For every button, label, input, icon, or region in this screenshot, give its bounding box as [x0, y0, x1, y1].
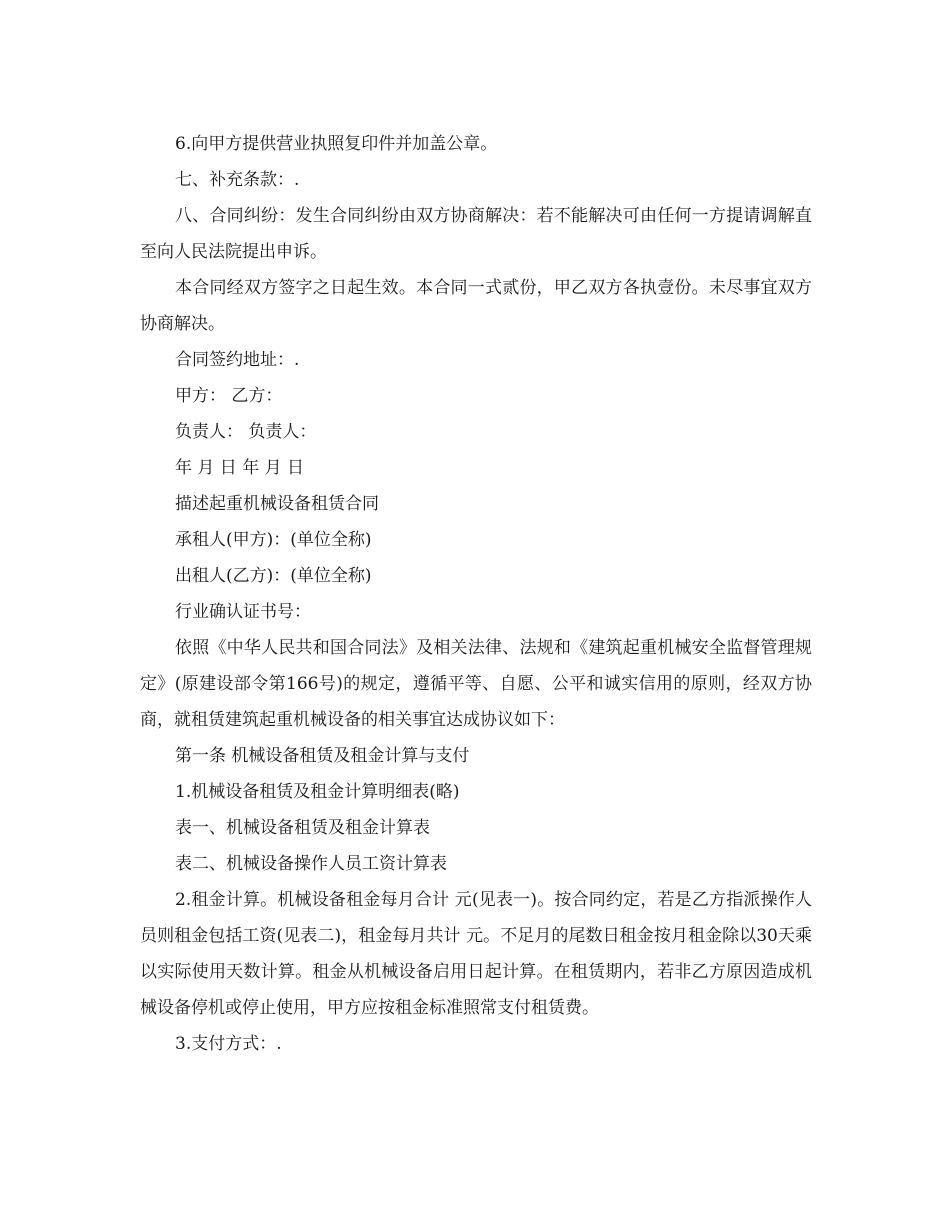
paragraph-payment-method: 3.支付方式：. — [175, 1034, 282, 1054]
paragraph-rental-schedule: 1.机械设备租赁及租金计算明细表(略) — [175, 782, 460, 802]
paragraph-parties: 甲方： 乙方： — [175, 386, 283, 406]
paragraph-effective-date: 本合同经双方签字之日起生效。本合同一式贰份，甲乙双方各执壹份。未尽事宜双方协商解决。 — [140, 278, 812, 334]
document-body — [140, 126, 812, 1062]
paragraph-certificate-number: 行业确认证书号： — [175, 602, 311, 622]
paragraph-signing-address: 合同签约地址：. — [175, 350, 300, 370]
paragraph-supplementary-terms: 七、补充条款：. — [175, 170, 300, 190]
paragraph-legal-basis: 依照《中华人民共和国合同法》及相关法律、法规和《建筑起重机械安全监督管理规定》(原建设部令第166号)的规定，遵循平等、自愿、公平和诚实信用的原则，经双方协商，就租赁建筑起重机械设备的相关事宜达成协议如下： — [140, 638, 812, 730]
paragraph-table-two: 表二、机械设备操作人员工资计算表 — [175, 854, 447, 874]
paragraph-lessee: 承租人(甲方)：(单位全称) — [175, 530, 372, 550]
paragraph-contract-title: 描述起重机械设备租赁合同 — [175, 494, 379, 514]
paragraph-table-one: 表一、机械设备租赁及租金计算表 — [175, 818, 430, 838]
paragraph-rent-calculation: 2.租金计算。机械设备租金每月合计 元(见表一)。按合同约定，若是乙方指派操作人员则租金包括工资(见表二)，租金每月共计 元。不足月的尾数日租金按月租金除以30天乘以实际使用天数计算。租金从机械设备启用日起计算。在租赁期内，若非乙方原因造成机械设备停机或停止使用，甲方应按租金标准照常支付租赁费。 — [140, 890, 812, 1018]
paragraph-article-one: 第一条 机械设备租赁及租金计算与支付 — [175, 746, 470, 766]
paragraph-contract-disputes: 八、合同纠纷：发生合同纠纷由双方协商解决：若不能解决可由任何一方提请调解直至向人民法院提出申诉。 — [140, 206, 812, 262]
paragraph-lessor: 出租人(乙方)：(单位全称) — [175, 566, 372, 586]
paragraph-responsible-persons: 负责人： 负责人： — [175, 422, 317, 442]
paragraph-signature-dates: 年 月 日 年 月 日 — [175, 458, 305, 478]
paragraph-business-license: 6.向甲方提供营业执照复印件并加盖公章。 — [175, 134, 498, 154]
